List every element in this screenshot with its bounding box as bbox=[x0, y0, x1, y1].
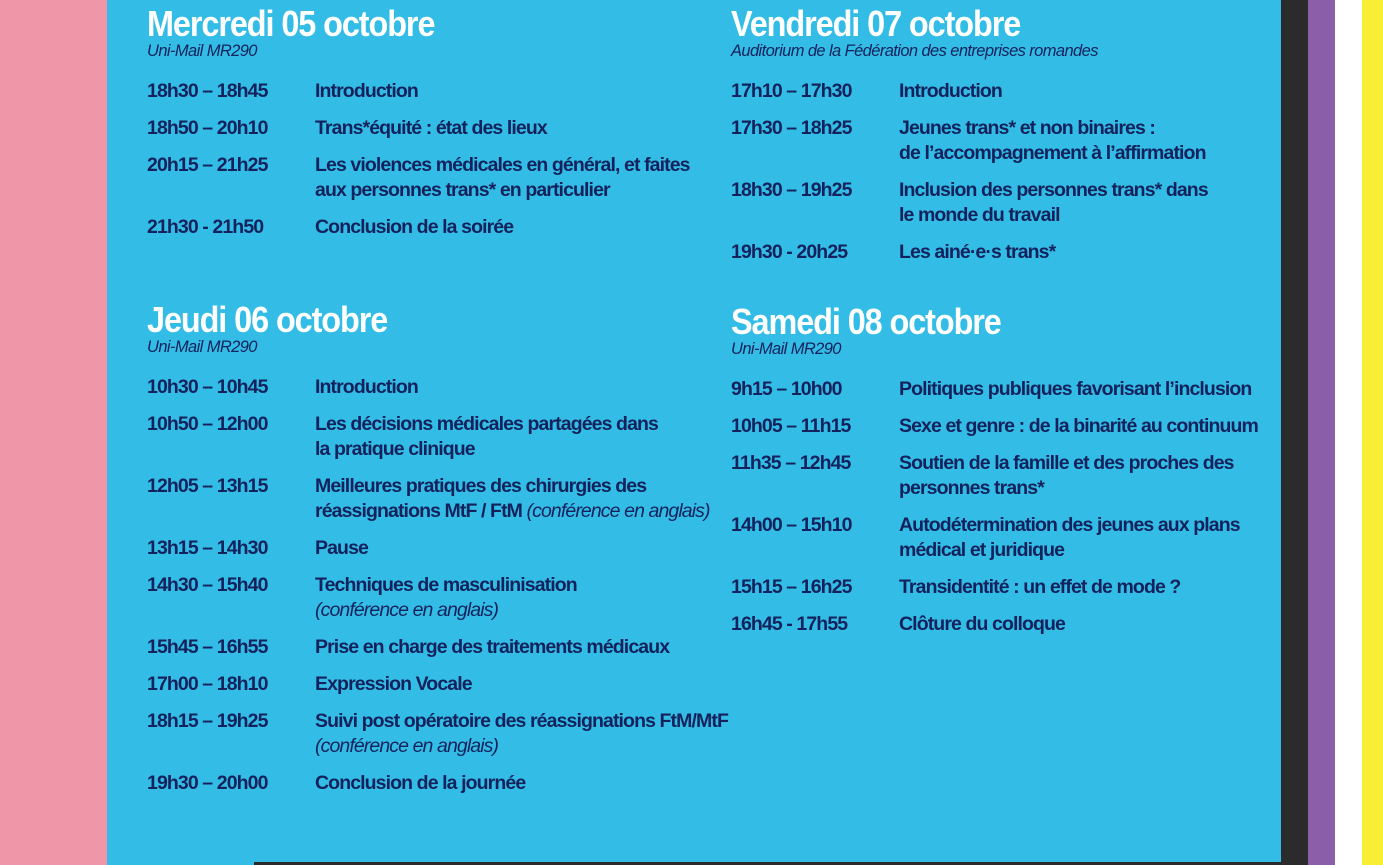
session-time: 16h45 - 17h55 bbox=[731, 613, 848, 635]
session-title-text: Jeunes trans* et non binaires : de l’accompagnement à l’affirmation bbox=[899, 117, 1206, 164]
schedule-row bbox=[147, 215, 690, 240]
session-title bbox=[899, 377, 1251, 402]
session-title-text: Conclusion de la journée bbox=[315, 772, 526, 794]
session-title bbox=[899, 575, 1180, 600]
schedule-row bbox=[731, 575, 1258, 600]
session-title-text: Inclusion des personnes trans* dans le monde du travail bbox=[899, 179, 1208, 226]
session-title bbox=[899, 116, 1206, 166]
day-schedule-wednesday bbox=[147, 3, 690, 252]
session-title-text: Pause bbox=[315, 537, 368, 559]
schedule-row bbox=[147, 709, 728, 759]
flag-stripe-pink bbox=[0, 0, 107, 865]
session-title bbox=[315, 153, 690, 203]
session-title bbox=[899, 79, 1002, 104]
session-time: 14h30 – 15h40 bbox=[147, 574, 268, 596]
session-time: 10h50 – 12h00 bbox=[147, 413, 268, 435]
schedule-row bbox=[731, 414, 1258, 439]
session-title bbox=[315, 474, 710, 524]
schedule-list bbox=[147, 79, 690, 240]
schedule-row bbox=[147, 116, 690, 141]
session-time: 19h30 – 20h00 bbox=[147, 772, 268, 794]
session-title bbox=[315, 215, 513, 240]
session-title bbox=[315, 412, 658, 462]
session-title-text: Suivi post opératoire des réassignations FtM/MtF bbox=[315, 710, 728, 732]
session-title-text: Introduction bbox=[315, 376, 418, 398]
schedule-row bbox=[731, 79, 1208, 104]
flag-stripe-white bbox=[1335, 0, 1362, 865]
day-venue: Uni-Mail MR290 bbox=[147, 338, 257, 356]
day-venue: Auditorium de la Fédération des entreprises romandes bbox=[731, 42, 1098, 60]
session-title bbox=[899, 414, 1258, 439]
session-time: 9h15 – 10h00 bbox=[731, 378, 842, 400]
session-title bbox=[899, 240, 1055, 265]
flag-stripe-purple bbox=[1308, 0, 1335, 865]
session-title-text: Clôture du colloque bbox=[899, 613, 1065, 635]
session-title-text: Sexe et genre : de la binarité au continuum bbox=[899, 415, 1258, 437]
schedule-row bbox=[147, 536, 728, 561]
session-title bbox=[315, 536, 368, 561]
session-time: 21h30 - 21h50 bbox=[147, 216, 264, 238]
schedule-row bbox=[731, 116, 1208, 166]
schedule-row bbox=[147, 412, 728, 462]
session-time: 10h05 – 11h15 bbox=[731, 415, 851, 437]
schedule-row bbox=[147, 375, 728, 400]
session-time: 15h15 – 16h25 bbox=[731, 576, 852, 598]
day-title: Mercredi 05 octobre bbox=[147, 3, 435, 44]
session-title-text: Les violences médicales en général, et faites aux personnes trans* en particulier bbox=[315, 154, 690, 201]
schedule-row bbox=[147, 771, 728, 796]
day-schedule-friday bbox=[731, 3, 1208, 277]
session-time: 18h50 – 20h10 bbox=[147, 117, 268, 139]
schedule-row bbox=[147, 79, 690, 104]
day-schedule-thursday bbox=[147, 299, 728, 808]
session-title-text: Introduction bbox=[315, 80, 418, 102]
session-title-text: Conclusion de la soirée bbox=[315, 216, 514, 238]
schedule-row bbox=[731, 240, 1208, 265]
session-title bbox=[315, 709, 728, 759]
session-title bbox=[315, 771, 525, 796]
session-title-text: Autodétermination des jeunes aux plans médical et juridique bbox=[899, 514, 1240, 561]
session-title-text: Expression Vocale bbox=[315, 673, 472, 695]
session-time: 17h30 – 18h25 bbox=[731, 117, 852, 139]
session-title bbox=[899, 178, 1208, 228]
session-title-text: Les ainé·e·s trans* bbox=[899, 241, 1056, 263]
schedule-list bbox=[731, 79, 1208, 265]
day-schedule-saturday bbox=[731, 301, 1258, 649]
session-time: 17h00 – 18h10 bbox=[147, 673, 268, 695]
session-title bbox=[315, 79, 418, 104]
session-time: 10h30 – 10h45 bbox=[147, 376, 268, 398]
session-title bbox=[899, 451, 1234, 501]
schedule-row bbox=[147, 573, 728, 623]
session-title-text: Transidentité : un effet de mode ? bbox=[899, 576, 1181, 598]
day-venue: Uni-Mail MR290 bbox=[731, 340, 841, 358]
session-title bbox=[315, 573, 577, 623]
flag-stripe-yellow bbox=[1362, 0, 1383, 865]
day-venue: Uni-Mail MR290 bbox=[147, 42, 257, 60]
session-title-text: Introduction bbox=[899, 80, 1002, 102]
session-time: 18h30 – 19h25 bbox=[731, 179, 852, 201]
schedule-list bbox=[731, 377, 1258, 637]
session-title bbox=[315, 116, 547, 141]
session-title-text: Politiques publiques favorisant l’inclusion bbox=[899, 378, 1252, 400]
session-title-text: Trans*équité : état des lieux bbox=[315, 117, 547, 139]
session-title-text: Soutien de la famille et des proches des personnes trans* bbox=[899, 452, 1234, 499]
session-time: 17h10 – 17h30 bbox=[731, 80, 852, 102]
session-time: 18h15 – 19h25 bbox=[147, 710, 268, 732]
session-title-text: Techniques de masculinisation bbox=[315, 574, 577, 596]
session-time: 20h15 – 21h25 bbox=[147, 154, 268, 176]
session-time: 13h15 – 14h30 bbox=[147, 537, 268, 559]
schedule-row bbox=[731, 513, 1258, 563]
session-time: 12h05 – 13h15 bbox=[147, 475, 268, 497]
session-title bbox=[899, 612, 1065, 637]
schedule-row bbox=[147, 153, 690, 203]
session-time: 11h35 – 12h45 bbox=[731, 452, 851, 474]
session-language-note: (conférence en anglais) bbox=[315, 599, 499, 621]
session-title-text: Les décisions médicales partagées dans la pratique clinique bbox=[315, 413, 658, 460]
schedule-row bbox=[731, 612, 1258, 637]
flag-stripe-black bbox=[1281, 0, 1308, 865]
session-language-note: (conférence en anglais) bbox=[526, 500, 710, 522]
session-title bbox=[315, 672, 472, 697]
session-title-text: Prise en charge des traitements médicaux bbox=[315, 636, 670, 658]
session-time: 15h45 – 16h55 bbox=[147, 636, 268, 658]
day-title: Samedi 08 octobre bbox=[731, 301, 1001, 342]
schedule-row bbox=[731, 178, 1208, 228]
session-title bbox=[315, 635, 669, 660]
schedule-row bbox=[147, 672, 728, 697]
day-title: Vendredi 07 octobre bbox=[731, 3, 1021, 44]
session-time: 14h00 – 15h10 bbox=[731, 514, 852, 536]
schedule-row bbox=[731, 377, 1258, 402]
schedule-row bbox=[147, 474, 728, 524]
day-title: Jeudi 06 octobre bbox=[147, 299, 388, 340]
session-title-text: Meilleures pratiques des chirurgies des réassignations MtF / FtM bbox=[315, 475, 647, 522]
schedule-row bbox=[147, 635, 728, 660]
session-time: 19h30 - 20h25 bbox=[731, 241, 848, 263]
schedule-list bbox=[147, 375, 728, 796]
session-language-note: (conférence en anglais) bbox=[315, 735, 499, 757]
session-title bbox=[899, 513, 1240, 563]
schedule-row bbox=[731, 451, 1258, 501]
session-title bbox=[315, 375, 418, 400]
session-time: 18h30 – 18h45 bbox=[147, 80, 268, 102]
